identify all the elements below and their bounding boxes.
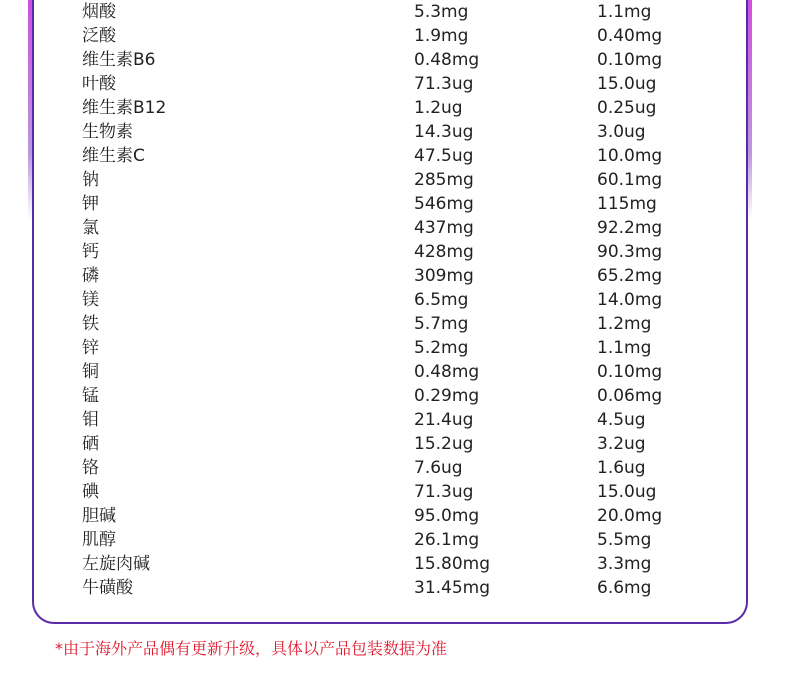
nutrient-name: 维生素B12: [82, 98, 167, 118]
per-100g-value: 0.29mg: [414, 386, 480, 406]
per-100g-value: 7.6ug: [414, 458, 463, 478]
per-serving-value: 0.40mg: [597, 26, 663, 46]
per-100g-value: 437mg: [414, 218, 474, 238]
nutrient-name: 钾: [82, 194, 99, 214]
nutrient-name: 维生素C: [82, 146, 145, 166]
per-100g-value: 0.48mg: [414, 50, 480, 70]
nutrient-name: 磷: [82, 266, 99, 286]
table-row: [0, 312, 790, 336]
per-serving-value: 1.6ug: [597, 458, 646, 478]
per-100g-value: 6.5mg: [414, 290, 469, 310]
nutrient-name: 叶酸: [82, 74, 116, 94]
table-row: [0, 192, 790, 216]
per-serving-value: 15.0ug: [597, 482, 657, 502]
per-100g-value: 1.2ug: [414, 98, 463, 118]
per-serving-value: 3.0ug: [597, 122, 646, 142]
nutrient-name: 左旋肉碱: [82, 554, 150, 574]
per-100g-value: 71.3ug: [414, 482, 474, 502]
per-serving-value: 6.6mg: [597, 578, 652, 598]
nutrient-name: 钙: [82, 242, 99, 262]
per-100g-value: 15.2ug: [414, 434, 474, 454]
per-100g-value: 15.80mg: [414, 554, 491, 574]
table-row: [0, 432, 790, 456]
nutrient-name: 烟酸: [82, 2, 116, 22]
per-serving-value: 60.1mg: [597, 170, 663, 190]
nutrient-name: 铬: [82, 458, 99, 478]
table-row: [0, 72, 790, 96]
per-100g-value: 14.3ug: [414, 122, 474, 142]
table-row: [0, 336, 790, 360]
table-row: [0, 120, 790, 144]
per-100g-value: 1.9mg: [414, 26, 469, 46]
per-100g-value: 21.4ug: [414, 410, 474, 430]
per-serving-value: 3.2ug: [597, 434, 646, 454]
table-row: [0, 168, 790, 192]
per-100g-value: 31.45mg: [414, 578, 491, 598]
nutrient-name: 钠: [82, 170, 99, 190]
nutrient-name: 胆碱: [82, 506, 116, 526]
nutrient-name: 铁: [82, 314, 99, 334]
table-row: [0, 240, 790, 264]
per-100g-value: 309mg: [414, 266, 474, 286]
per-100g-value: 5.7mg: [414, 314, 469, 334]
nutrient-name: 镁: [82, 290, 99, 310]
per-serving-value: 65.2mg: [597, 266, 663, 286]
per-100g-value: 5.3mg: [414, 2, 469, 22]
per-100g-value: 0.48mg: [414, 362, 480, 382]
nutrient-name: 碘: [82, 482, 99, 502]
nutrient-name: 锌: [82, 338, 99, 358]
nutrient-name: 锰: [82, 386, 99, 406]
table-row: [0, 288, 790, 312]
table-row: [0, 96, 790, 120]
per-serving-value: 0.10mg: [597, 50, 663, 70]
table-row: [0, 528, 790, 552]
per-100g-value: 5.2mg: [414, 338, 469, 358]
per-100g-value: 546mg: [414, 194, 474, 214]
per-serving-value: 115mg: [597, 194, 657, 214]
per-serving-value: 1.1mg: [597, 2, 652, 22]
nutrient-name: 牛磺酸: [82, 578, 133, 598]
table-row: [0, 48, 790, 72]
per-serving-value: 10.0mg: [597, 146, 663, 166]
table-row: [0, 0, 790, 24]
per-serving-value: 0.06mg: [597, 386, 663, 406]
table-row: [0, 456, 790, 480]
per-serving-value: 3.3mg: [597, 554, 652, 574]
per-100g-value: 428mg: [414, 242, 474, 262]
table-row: [0, 360, 790, 384]
table-row: [0, 576, 790, 600]
nutrient-name: 钼: [82, 410, 99, 430]
table-row: [0, 264, 790, 288]
per-100g-value: 71.3ug: [414, 74, 474, 94]
nutrient-name: 泛酸: [82, 26, 116, 46]
nutrient-name: 生物素: [82, 122, 133, 142]
nutrient-name: 氯: [82, 218, 99, 238]
table-row: [0, 216, 790, 240]
table-row: [0, 408, 790, 432]
per-serving-value: 90.3mg: [597, 242, 663, 262]
per-serving-value: 92.2mg: [597, 218, 663, 238]
nutrient-name: 铜: [82, 362, 99, 382]
per-serving-value: 0.25ug: [597, 98, 657, 118]
per-100g-value: 47.5ug: [414, 146, 474, 166]
table-row: [0, 24, 790, 48]
per-serving-value: 1.1mg: [597, 338, 652, 358]
per-serving-value: 20.0mg: [597, 506, 663, 526]
nutrient-name: 硒: [82, 434, 99, 454]
per-100g-value: 285mg: [414, 170, 474, 190]
per-serving-value: 14.0mg: [597, 290, 663, 310]
table-row: [0, 144, 790, 168]
per-serving-value: 0.10mg: [597, 362, 663, 382]
per-100g-value: 95.0mg: [414, 506, 480, 526]
nutrient-name: 肌醇: [82, 530, 116, 550]
table-row: [0, 384, 790, 408]
per-serving-value: 15.0ug: [597, 74, 657, 94]
per-serving-value: 5.5mg: [597, 530, 652, 550]
per-serving-value: 4.5ug: [597, 410, 646, 430]
table-row: [0, 480, 790, 504]
table-row: [0, 504, 790, 528]
per-100g-value: 26.1mg: [414, 530, 480, 550]
disclaimer-note: *由于海外产品偶有更新升级，具体以产品包装数据为准: [55, 639, 448, 658]
table-row: [0, 552, 790, 576]
per-serving-value: 1.2mg: [597, 314, 652, 334]
nutrient-name: 维生素B6: [82, 50, 156, 70]
